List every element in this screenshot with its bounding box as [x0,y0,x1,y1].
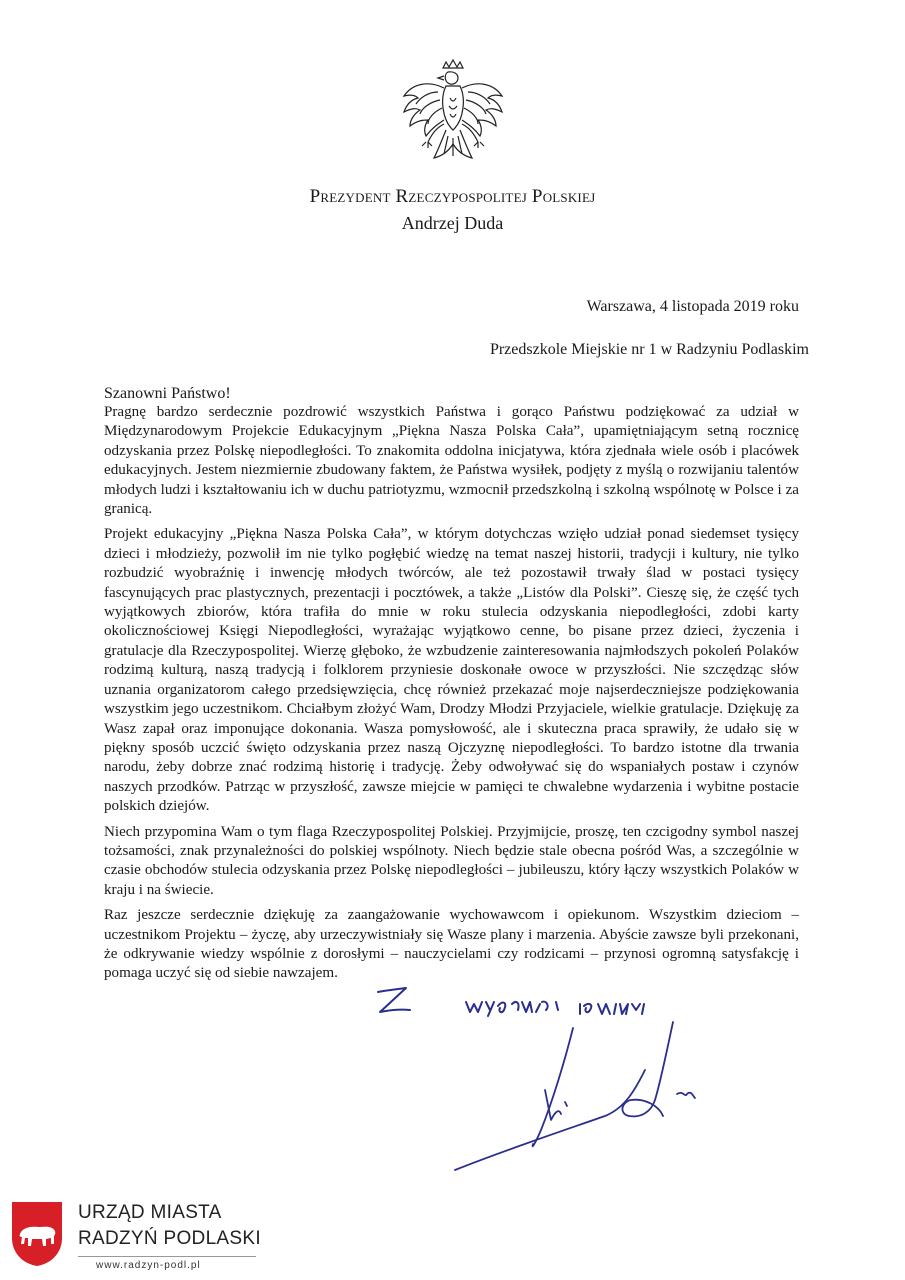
letter-paragraph: Pragnę bardzo serdecznie pozdrowić wszystkich Państwa i gorąco Państwu podziękować za udział w Międzynarodowym Projekcie Edukacyjnym „Piękna Nasza Polska Cała”, upamiętniającym setną rocznicę odzyskania przez Polskę niepodległości. To znakomita oddolna inicjatywa, która zjednała wiele osób i placówek edukacyjnych. Jestem niezmiernie zbudowany faktem, że Państwa wysiłek, podjęty z myślą o rozwijaniu talentów młodych ludzi i kształtowaniu ich w duchu patriotyzmu, wzmocnił przedszkolną i szkolną wspólnotę w Polsce i za granicą. [104,404,799,518]
letter-paragraph: Niech przypomina Wam o tym flaga Rzeczypospolitej Polskiej. Przyjmijcie, proszę, ten czcigodny symbol naszej tożsamości, znak przynależności do polskiej wspólnoty. Niech będzie stale obecna pośród Was, a szczególnie w czasie obchodów stulecia odzyskania przez Polskę niepodległości – jubileuszu, który łączy wszystkich Polaków w kraju i na świecie. [104,823,799,898]
footer-url: www.radzyn-podl.pl [96,1260,201,1271]
footer-office-name: URZĄD MIASTA [78,1202,222,1223]
signature [445,1020,725,1180]
radzyn-crest-icon [10,1200,64,1268]
header-title [0,186,905,208]
footer-divider [78,1256,256,1257]
header-name: Andrzej Duda [401,213,504,233]
letter-body [104,403,799,990]
letter-salutation: Szanowni Państwo! [104,385,231,402]
letter-recipient: Przedszkole Miejskie nr 1 w Radzyniu Podlaskim [489,341,809,358]
header-title-text: Prezydent Rzeczypospolitej Polskiej [309,186,596,207]
letter-paragraph: Projekt edukacyjny „Piękna Nasza Polska Cała”, w którym dotychczas wzięło udział ponad siedemset tysięcy dzieci i młodzieży, pozwolił im nie tylko pogłębić wiedzę na temat naszej historii, tradycji i kultury, nie tylko rozbudzić wyobraźnię i inwencję młodych twórców, ale też pozostawił trwały ślad w postaci tysięcy fascynujących prac plastycznych, prezentacji i pocztówek, a także „Listów dla Polski”. Cieszę się, że część tych wyjątkowych zbiorów, która trafiła do mnie w roku stulecia odzyskania niepodległości, zdobi karty okolicznościowej Księgi Niepodległości, wyrażając wyjątkowo cenne, bo pisane przez dzieci, życzenia i gratulacje dla Rzeczypospolitej. Wierzę głęboko, że wzbudzenie zainteresowania najmłodszych pokoleń Polaków rodzimą kulturą, naszą tradycją i folklorem przyniesie doskonałe owoce w przyszłości. Nie szczędząc słów uznania organizatorom całego przedsięwzięcia, chcę również przekazać moje najserdeczniejsze podziękowania wszystkim jego uczestnikom. Chciałbym złożyć Wam, Drodzy Młodzi Przyjaciele, wielkie gratulacje. Dziękuję za Wasz zapał oraz imponujące dokonania. Wasza pomysłowość, ale i skuteczna praca sprawiły, że udało się w piękny sposób uczcić święto odzyskania przez naszą Ojczyznę niepodległości. To bardzo istotne dla trwania narodu, żeby dobrze znać rodzimą historię i tradycję. Żeby odwoływać się do wspaniałych postaw i czynów naszych przodków. Patrząc w przyszłość, zawsze miejcie w pamięci te chwalebne wydarzenia i wybitne postacie polskich dziejów. [104,526,799,815]
polish-eagle-emblem-icon [398,58,508,173]
letter-date: Warszawa, 4 listopada 2019 roku [586,298,799,315]
letter-paragraph: Raz jeszcze serdecznie dziękuję za zaangażowanie wychowawcom i opiekunom. Wszystkim dzieciom – uczestnikom Projektu – życzę, aby urzeczywistniały się Wasze plany i marzenia. Abyście zawsze byli przekonani, że odkrywanie wiedzy wspólnie z dorosłymi – nauczycielami czy rodzicami – przynosi ogromną satysfakcję i pomaga uczyć się od siebie nawzajem. [104,907,799,982]
footer-city-name: RADZYŃ PODLASKI [78,1228,261,1249]
